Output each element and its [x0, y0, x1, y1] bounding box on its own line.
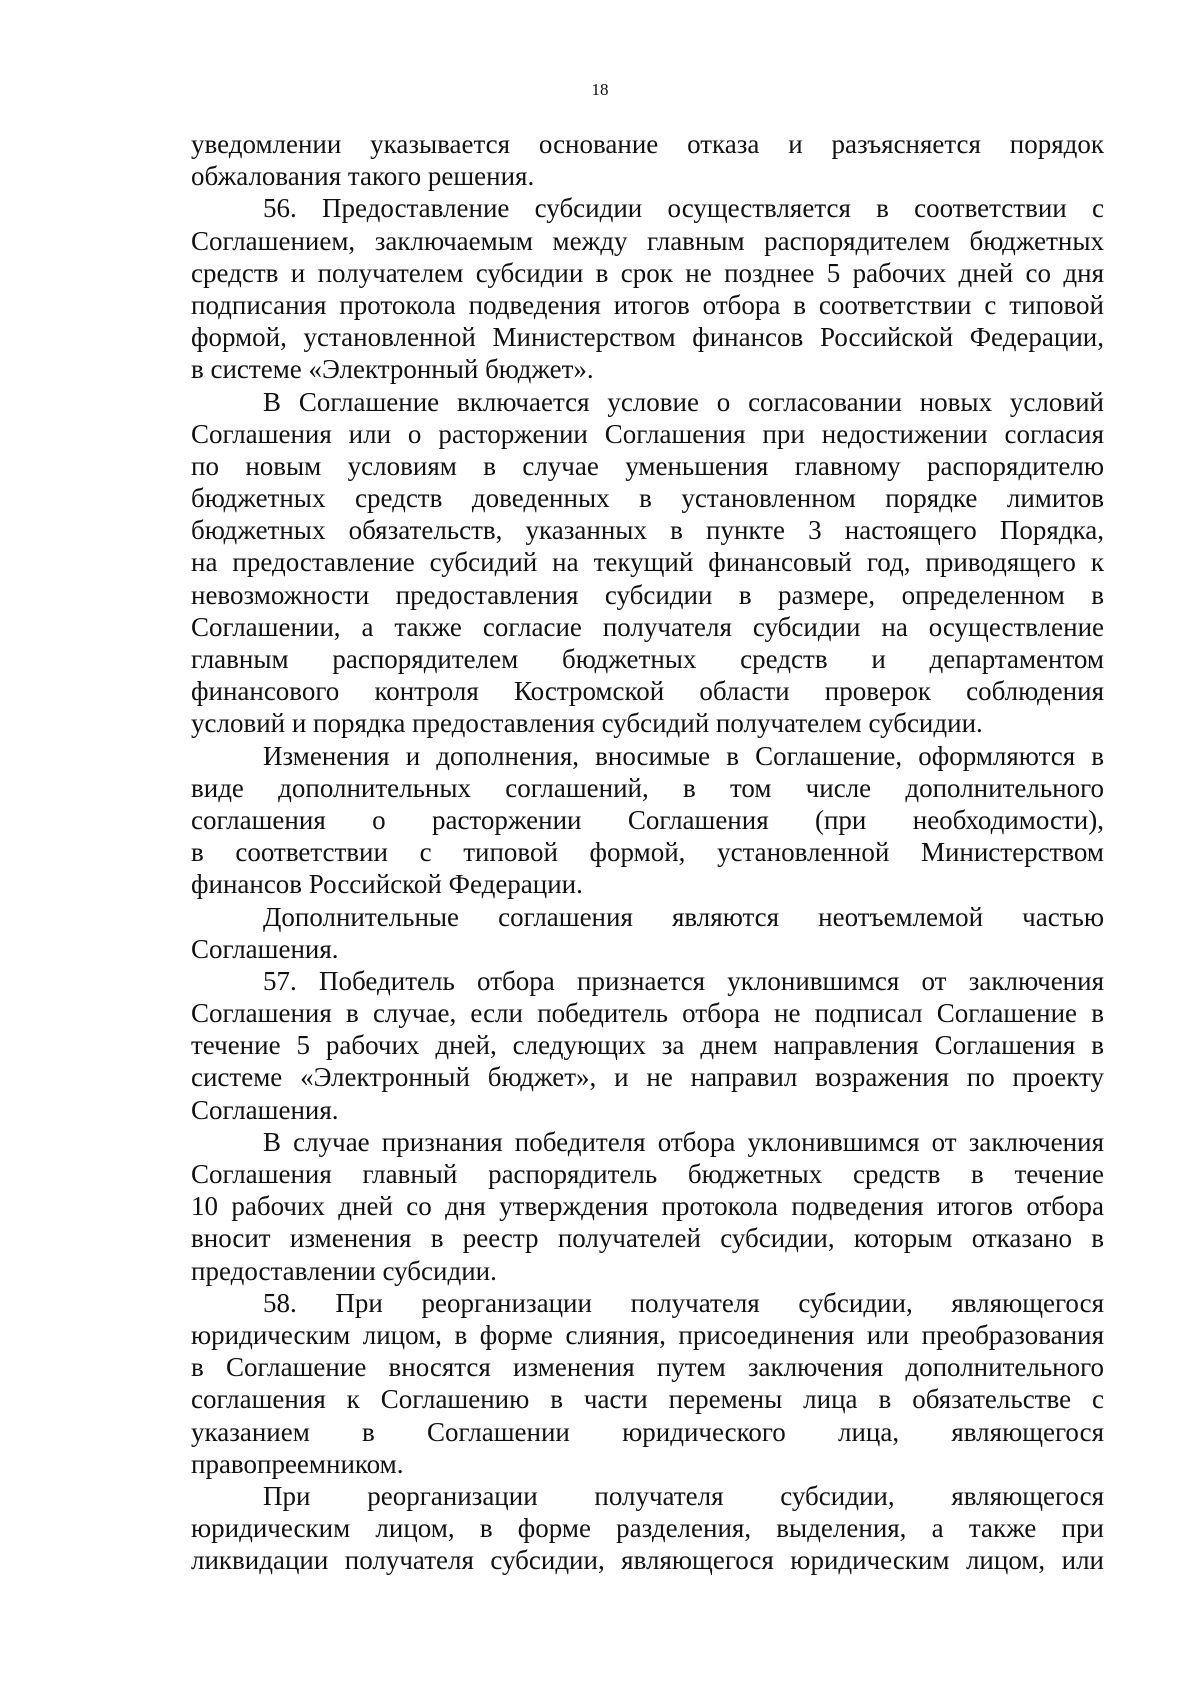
- text-line: При реорганизации получателя субсидии, являющегося: [263, 1480, 1104, 1511]
- text-line: Соглашения или о расторжении Соглашения при недостижении согласия: [191, 418, 1104, 449]
- text-line: подписания протокола подведения итогов отбора в соответствии с типовой: [191, 289, 1104, 320]
- text-line: соглашения к Соглашению в части перемены лица в обязательстве с: [191, 1384, 1104, 1415]
- text-line: по новым условиям в случае уменьшения главному распорядителю: [191, 450, 1104, 481]
- text-line: предоставлении субсидии.: [191, 1255, 497, 1286]
- text-line: Соглашения в случае, если победитель отбора не подписал Соглашение в: [191, 998, 1104, 1029]
- text-line: Изменения и дополнения, вносимые в Соглашение, оформляются в: [263, 740, 1104, 771]
- text-line: 10 рабочих дней со дня утверждения протокола подведения итогов отбора: [191, 1191, 1104, 1222]
- text-line: виде дополнительных соглашений, в том числе дополнительного: [191, 772, 1104, 803]
- text-line: в системе «Электронный бюджет».: [191, 354, 594, 385]
- text-line: невозможности предоставления субсидии в размере, определенном в: [191, 579, 1104, 610]
- text-line: условий и порядка предоставления субсидий получателем субсидии.: [191, 708, 983, 739]
- text-line: соглашения о расторжении Соглашения (при необходимости),: [191, 804, 1104, 835]
- text-line: уведомлении указывается основание отказа и разъясняется порядок: [191, 129, 1104, 159]
- text-line: главным распорядителем бюджетных средств и департаментом: [191, 644, 1104, 674]
- text-line: течение 5 рабочих дней, следующих за днем направления Соглашения в: [191, 1030, 1104, 1061]
- text-line: средств и получателем субсидии в срок не позднее 5 рабочих дней со дня: [191, 257, 1104, 288]
- text-line: указанием в Соглашении юридического лица, являющегося: [191, 1416, 1104, 1447]
- text-line: Соглашения главный распорядитель бюджетных средств в течение: [191, 1159, 1104, 1189]
- text-line: 56. Предоставление субсидии осуществляется в соответствии с: [263, 193, 1104, 224]
- text-line: на предоставление субсидий на текущий финансовый год, приводящего к: [191, 547, 1104, 578]
- text-line: бюджетных обязательств, указанных в пункте 3 настоящего Порядка,: [191, 515, 1104, 546]
- text-line: вносит изменения в реестр получателей субсидии, которым отказано в: [191, 1223, 1104, 1254]
- text-line: Соглашения.: [191, 933, 339, 964]
- text-line: системе «Электронный бюджет», и не направил возражения по проекту: [191, 1062, 1104, 1093]
- text-line: формой, установленной Министерством финансов Российской Федерации,: [191, 322, 1104, 353]
- text-line: Соглашения.: [191, 1094, 339, 1125]
- text-line: Соглашением, заключаемым между главным распорядителем бюджетных: [191, 225, 1104, 256]
- text-line: В случае признания победителя отбора уклонившимся от заключения: [263, 1126, 1104, 1157]
- text-line: 57. Победитель отбора признается уклонившимся от заключения: [263, 965, 1104, 996]
- text-line: финансового контроля Костромской области проверок соблюдения: [191, 676, 1104, 707]
- document-body: [191, 128, 1104, 1576]
- text-line: Соглашении, а также согласие получателя субсидии на осуществление: [191, 611, 1104, 642]
- text-line: финансов Российской Федерации.: [191, 869, 583, 900]
- text-line: в Соглашение вносятся изменения путем заключения дополнительного: [191, 1352, 1104, 1383]
- text-line: юридическим лицом, в форме слияния, присоединения или преобразования: [191, 1319, 1104, 1350]
- text-line: правопреемником.: [191, 1448, 404, 1479]
- text-line: В Соглашение включается условие о согласовании новых условий: [263, 386, 1104, 417]
- text-line: 58. При реорганизации получателя субсидии, являющегося: [263, 1287, 1104, 1318]
- page-number: 18: [591, 80, 609, 99]
- text-line: обжалования такого решения.: [191, 161, 535, 192]
- text-line: ликвидации получателя субсидии, являющегося юридическим лицом, или: [191, 1545, 1104, 1576]
- text-line: юридическим лицом, в форме разделения, выделения, а также при: [191, 1513, 1104, 1544]
- text-line: Дополнительные соглашения являются неотъемлемой частью: [263, 901, 1104, 932]
- text-line: бюджетных средств доведенных в установленном порядке лимитов: [191, 483, 1104, 514]
- text-line: в соответствии с типовой формой, установленной Министерством: [191, 837, 1104, 868]
